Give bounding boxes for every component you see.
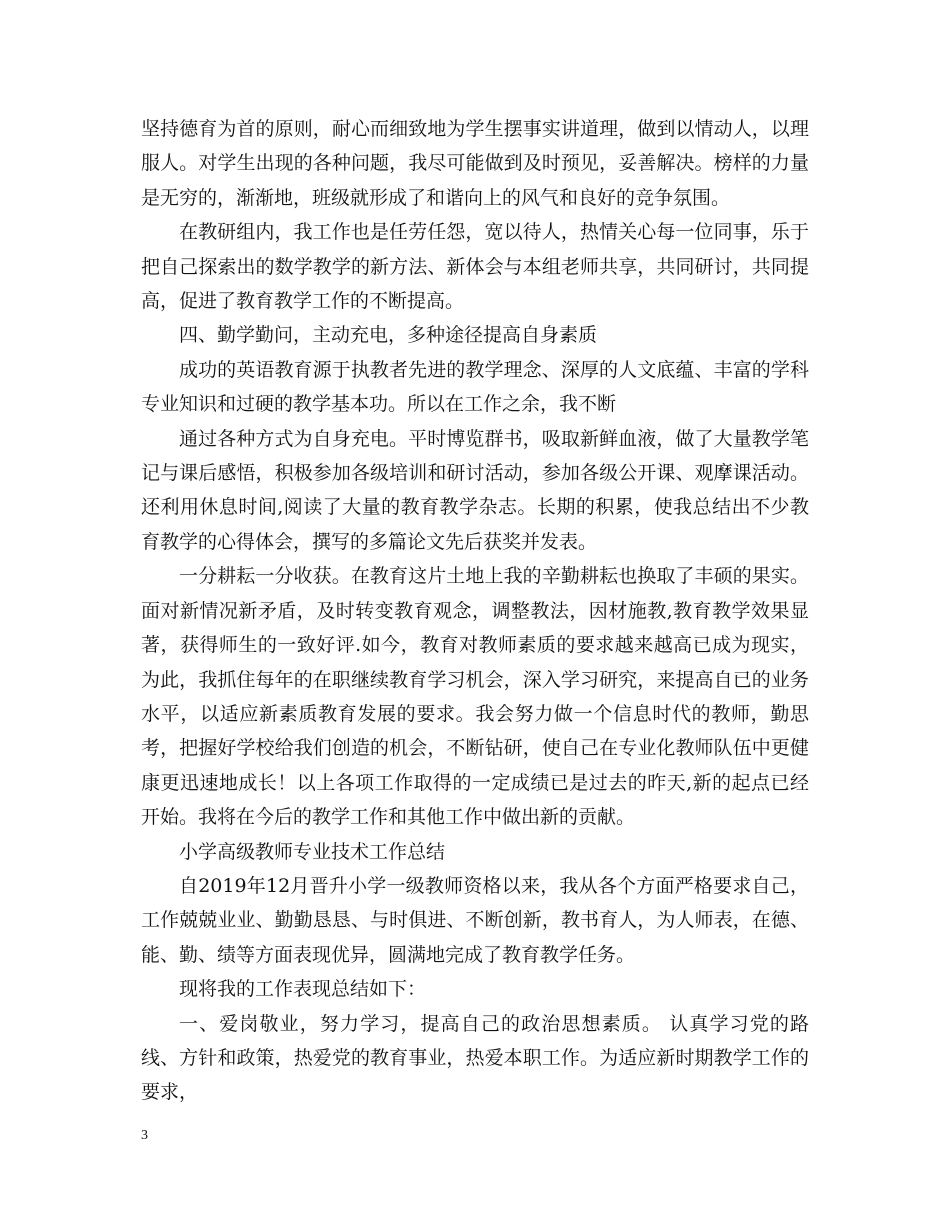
- paragraph-8: 一、爱岗敬业，努力学习，提高自己的政治思想素质。 认真学习党的路线、方针和政策，热爱党的教育事业，热爱本职工作。为适应新时期教学工作的要求，: [141, 1012, 809, 1104]
- paragraph-7: 现将我的工作表现总结如下：: [179, 978, 427, 1001]
- paragraph-3: 成功的英语教育源于执教者先进的教学理念、深厚的人文底蕴、丰富的学科专业知识和过硬的教学基本功。所以在工作之余，我不断: [141, 358, 809, 416]
- paragraph-2: 在教研组内，我工作也是任劳任怨，宽以待人，热情关心每一位同事，乐于把自己探索出的数学教学的新方法、新体会与本组老师共享，共同研讨，共同提高，促进了教育教学工作的不断提高。: [141, 221, 809, 313]
- paragraph-6: 自2019年12月晋升小学一级教师资格以来，我从各个方面严格要求自己，工作兢兢业业、勤勤恳恳、与时俱进、不断创新，教书育人，为人师表，在德、能、勤、绩等方面表现优异，圆满地完成了教育教学任务。: [141, 874, 809, 966]
- document-body: [141, 112, 809, 1110]
- paragraph-1: 坚持德育为首的原则，耐心而细致地为学生摆事实讲道理，做到以情动人，以理服人。对学生出现的各种问题，我尽可能做到及时预见，妥善解决。榜样的力量是无穷的，渐渐地，班级就形成了和谐向上的风气和良好的竞争氛围。: [141, 118, 809, 209]
- document-title: 小学高级教师专业技术工作总结: [179, 840, 446, 863]
- paragraph-4: 通过各种方式为自身充电。平时博览群书，吸取新鲜血液，做了大量教学笔记与课后感悟，积极参加各级培训和研讨活动，参加各级公开课、观摩课活动。还利用休息时间,阅读了大量的教育教学杂志。长期的积累，使我总结出不少教育教学的心得体会，撰写的多篇论文先后获奖并发表。: [141, 427, 809, 553]
- page-number: 3: [141, 1128, 148, 1143]
- paragraph-5: 一分耕耘一分收获。在教育这片土地上我的辛勤耕耘也换取了丰硕的果实。面对新情况新矛盾，及时转变教育观念，调整教法，因材施教,教育教学效果显著，获得师生的一致好评.如今，教育对教师素质的要求越来越高已成为现实，为此，我抓住每年的在职继续教育学习机会，深入学习研究，来提高自已的业务水平，以适应新素质教育发展的要求。我会努力做一个信息时代的教师，勤思考，把握好学校给我们创造的机会，不断钻研，使自己在专业化教师队伍中更健康更迅速地成长！以上各项工作取得的一定成绩已是过去的昨天,新的起点已经开始。我将在今后的教学工作和其他工作中做出新的贡献。: [141, 565, 809, 829]
- section-heading-4: 四、勤学勤问，主动充电，多种途径提高自身素质: [179, 324, 598, 347]
